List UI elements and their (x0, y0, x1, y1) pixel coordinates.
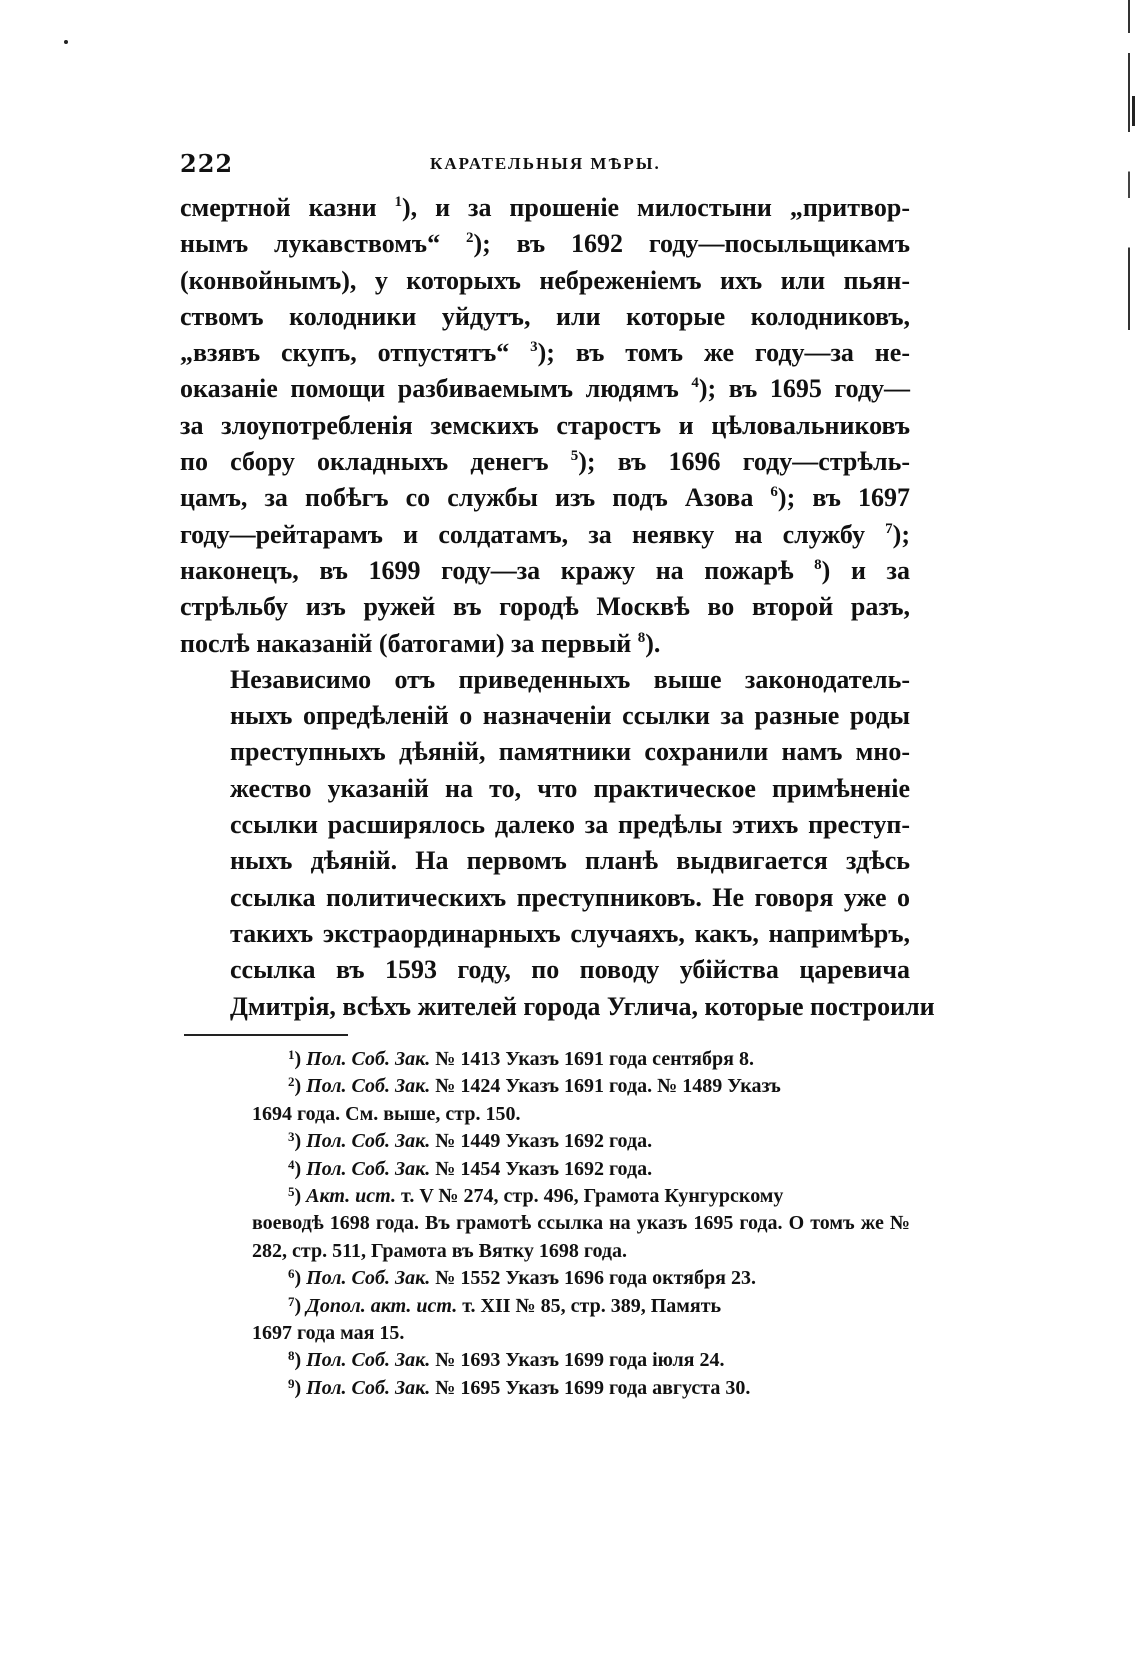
footnote-text: № 1693 Указъ 1699 года іюля 24. (430, 1349, 725, 1372)
footnote (252, 1347, 910, 1374)
footnote (252, 1293, 910, 1348)
footnote-mark: 4 (288, 1156, 295, 1172)
text-line (180, 371, 910, 407)
footnote-first-line: $^7$) Допол. акт. ист. т. XII № 85, стр. 389, Память (288, 1293, 722, 1317)
line-text: „взявъ скупъ, отпустятъ“ (180, 338, 531, 368)
text-line (180, 517, 910, 553)
line-text: ); (892, 519, 910, 549)
footnote-continuation: 1697 года мая 15. (252, 1322, 405, 1345)
page-number: 222 (180, 149, 234, 178)
line-text: ствомъ колодники уйдутъ, или которые колодниковъ, (180, 301, 910, 331)
footnote-mark: 7 (288, 1293, 295, 1309)
line-text: за злоупотребленія земскихъ старостъ и цѣловальниковъ (180, 410, 910, 440)
footnote-source: Пол. Соб. Зак. (306, 1349, 431, 1372)
scan-edge-mark (1128, 0, 1130, 330)
text-line (180, 408, 910, 444)
footnote-ref[interactable]: 8 (814, 556, 822, 573)
footnote-continuation: 1694 года. См. выше, стр. 150. (252, 1102, 521, 1125)
footnote-first-line: $^4$) Пол. Соб. Зак. № 1454 Указъ 1692 года. (288, 1156, 653, 1180)
footnote-first-line: $^1$) Пол. Соб. Зак. № 1413 Указъ 1691 года сентября 8. (288, 1047, 754, 1070)
text-line: ссылка политическихъ преступниковъ. Не говоря уже о (230, 882, 910, 912)
text-line: преступныхъ дѣяній, памятники сохранили намъ мно- (230, 737, 910, 767)
text-line (180, 226, 910, 262)
text-line (180, 263, 910, 299)
footnote-ref[interactable]: 5 (570, 448, 579, 465)
line-text: ), и за прошеніе милостыни „притвор- (402, 193, 910, 222)
footnote-mark: 6 (288, 1266, 295, 1282)
scan-speck (64, 40, 68, 44)
footnote-ref[interactable]: 1 (394, 194, 403, 210)
footnote-text: № 1695 Указъ 1699 года августа 30. (430, 1376, 751, 1399)
footnote-first-line: $^5$) Акт. ист. т. V № 274, стр. 496, Грамота Кунгурскому (288, 1184, 784, 1208)
footnote-source: Пол. Соб. Зак. (306, 1075, 431, 1098)
footnote-text: № 1449 Указъ 1692 года. (430, 1130, 653, 1153)
text-line: ссылки расширялось далеко за предѣлы этихъ преступ- (230, 810, 910, 840)
footnote (252, 1183, 910, 1265)
line-text: ); въ 1695 году— (698, 374, 910, 404)
footnote (252, 1046, 910, 1073)
line-text: смертной казни (180, 193, 395, 222)
footnote-mark: 2 (288, 1074, 295, 1090)
footnote-first-line: $^8$) Пол. Соб. Зак. № 1693 Указъ 1699 года іюля 24. (288, 1348, 725, 1372)
footnote-mark: 3 (288, 1129, 295, 1145)
paragraph-2 (180, 662, 935, 1025)
footnote-mark: 9 (288, 1375, 295, 1391)
footnote-source: Пол. Соб. Зак. (306, 1267, 431, 1290)
footnote-first-line: $^2$) Пол. Соб. Зак. № 1424 Указъ 1691 года. № 1489 Указъ (288, 1074, 781, 1098)
footnote-first-line: $^6$) Пол. Соб. Зак. № 1552 Указъ 1696 года октября 23. (288, 1266, 756, 1290)
line-text: ) и за (821, 555, 910, 585)
footnote-rule (184, 1034, 348, 1036)
text-line: Дмитрія, всѣхъ жителей города Углича, которые построили (230, 991, 935, 1021)
footnote-ref[interactable]: 7 (885, 520, 893, 537)
text-line: ныхъ опредѣленій о назначеніи ссылки за разные роды (230, 701, 910, 731)
footnote-ref[interactable]: 2 (465, 230, 474, 247)
footnote-mark: 1 (288, 1047, 295, 1062)
footnote-source: Пол. Соб. Зак. (306, 1130, 431, 1153)
line-text: ); въ 1696 году—стрѣль- (578, 447, 910, 477)
text-line (180, 444, 910, 480)
footnote-source: Пол. Соб. Зак. (306, 1048, 431, 1070)
footnote-ref[interactable]: 6 (770, 484, 778, 501)
text-line (180, 299, 910, 335)
text-line: жество указаній на то, что практическое примѣненіе (230, 773, 910, 803)
main-text (180, 190, 935, 1025)
text-line (180, 626, 910, 662)
footnote-ref[interactable]: 8 (637, 629, 646, 646)
footnote-source: Акт. ист. (306, 1185, 396, 1208)
line-text: цамъ, за побѣгъ со службы изъ подъ Азова (180, 483, 771, 513)
text-line (180, 190, 910, 226)
footnote-ref[interactable]: 3 (530, 339, 538, 356)
line-text: нымъ лукавствомъ“ (180, 229, 466, 259)
footnote-text: № 1424 Указъ 1691 года. № 1489 Указъ (430, 1075, 781, 1098)
line-text: году—рейтарамъ и солдатамъ, за неявку на службу (180, 519, 886, 549)
footnotes (252, 1046, 910, 1402)
running-title: КАРАТЕЛЬНЫЯ МѢРЫ. (430, 154, 661, 173)
footnote-source: Пол. Соб. Зак. (306, 1376, 431, 1399)
footnote (252, 1073, 910, 1128)
line-text: ). (645, 628, 661, 658)
footnote-first-line: $^3$) Пол. Соб. Зак. № 1449 Указъ 1692 года. (288, 1129, 653, 1153)
footnote-first-line: $^9$) Пол. Соб. Зак. № 1695 Указъ 1699 года августа 30. (288, 1375, 751, 1399)
footnote (252, 1265, 910, 1292)
text-line (180, 335, 910, 371)
footnote-text: т. XII № 85, стр. 389, Память (457, 1294, 722, 1317)
footnote-text: № 1413 Указъ 1691 года сентября 8. (430, 1048, 754, 1070)
footnote-source: Допол. акт. ист. (306, 1294, 458, 1317)
text-line (180, 589, 910, 625)
line-text: ); въ 1692 году—посыльщикамъ (473, 229, 910, 259)
footnote (252, 1375, 910, 1402)
text-line (180, 480, 910, 516)
text-line: ссылка въ 1593 году, по поводу убійства царевича (230, 955, 910, 985)
line-text: послѣ наказаній (батогами) за первый (180, 628, 638, 658)
line-text: ); въ томъ же году—за не- (537, 338, 910, 368)
line-text: стрѣльбу изъ ружей въ городѣ Москвѣ во второй разъ, (180, 592, 910, 622)
paragraph-1 (180, 190, 910, 662)
text-line: ныхъ дѣяній. На первомъ планѣ выдвигается здѣсь (230, 846, 910, 876)
footnote-ref[interactable]: 4 (691, 375, 699, 392)
footnote-continuation: воеводѣ 1698 года. Въ грамотѣ ссылка на указъ 1695 года. О томъ же № 282, стр. 511, Грамота въ Вятку 1698 года. (252, 1212, 910, 1262)
text-line: такихъ экстраординарныхъ случаяхъ, какъ, напримѣръ, (230, 918, 910, 948)
line-text: (конвойнымъ), у которыхъ небреженіемъ ихъ или пьян- (180, 265, 910, 295)
line-text: оказаніе помощи разбиваемымъ людямъ (180, 374, 692, 404)
running-head (180, 149, 910, 185)
footnote-mark: 5 (288, 1184, 295, 1200)
footnote (252, 1128, 910, 1155)
text-line (180, 553, 910, 589)
footnote-text: № 1454 Указъ 1692 года. (430, 1157, 653, 1180)
footnote-mark: 8 (288, 1348, 295, 1364)
text-line: Независимо отъ приведенныхъ выше законодатель- (230, 664, 910, 694)
scan-edge-mark-2 (1132, 96, 1135, 126)
footnote-text: т. V № 274, стр. 496, Грамота Кунгурскому (396, 1185, 784, 1208)
line-text: наконецъ, въ 1699 году—за кражу на пожарѣ (180, 555, 815, 585)
footnote-source: Пол. Соб. Зак. (306, 1157, 431, 1180)
footnote (252, 1156, 910, 1183)
line-text: по сбору окладныхъ денегъ (180, 447, 571, 477)
line-text: ); въ 1697 (777, 483, 910, 513)
footnote-text: № 1552 Указъ 1696 года октября 23. (430, 1267, 756, 1290)
